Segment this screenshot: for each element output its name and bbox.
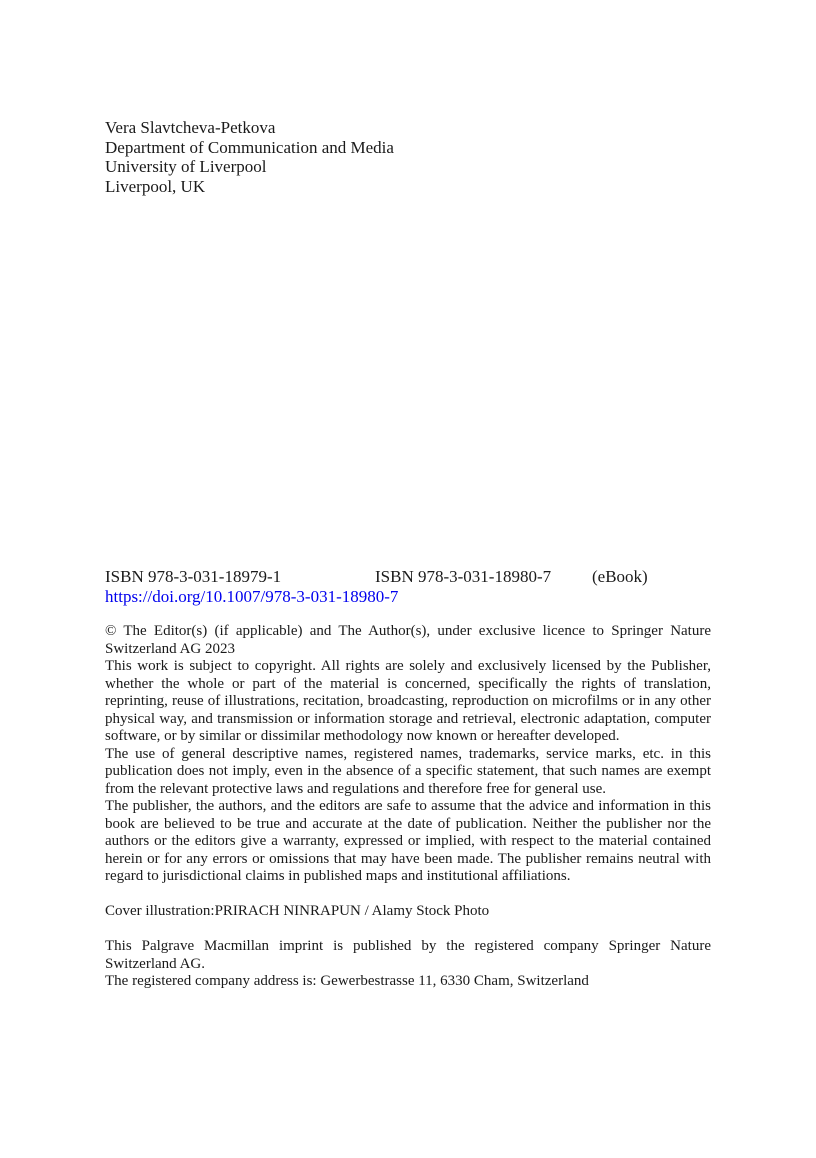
cover-credit: Cover illustration:PRIRACH NINRAPUN / Alamy Stock Photo <box>105 903 490 919</box>
copyright-statement: © The Editor(s) (if applicable) and The Author(s), under exclusive licence to Springer Nature Switzerland AG 2023 <box>105 623 711 657</box>
author-department: Department of Communication and Media <box>105 137 394 157</box>
author-name: Vera Slavtcheva-Petkova <box>105 118 276 137</box>
author-affiliation <box>105 118 394 196</box>
company-address: The registered company address is: Gewerbestrasse 11, 6330 Cham, Switzerland <box>105 973 589 989</box>
isbn-ebook: ISBN 978-3-031-18980-7 <box>375 567 552 586</box>
imprint-statement: This Palgrave Macmillan imprint is published by the registered company Springer Nature Switzerland AG. <box>105 938 711 972</box>
doi-link[interactable]: https://doi.org/10.1007/978-3-031-18980-7 <box>105 586 399 606</box>
author-university: University of Liverpool <box>105 157 267 177</box>
trademark-statement: The use of general descriptive names, registered names, trademarks, service marks, etc. in this publication does not imply, even in the absence of a specific statement, that such names are exempt from the relevant protective laws and regulations and therefore free for general use. <box>105 745 711 797</box>
spacer <box>105 921 711 939</box>
isbn-ebook-label: (eBook) <box>592 567 648 586</box>
author-location: Liverpool, UK <box>105 176 206 196</box>
legal-notice <box>105 623 711 991</box>
isbn-print: ISBN 978-3-031-18979-1 <box>105 567 282 586</box>
isbn-row <box>105 567 711 587</box>
disclaimer-statement: The publisher, the authors, and the editors are safe to assume that the advice and information in this book are believed to be true and accurate at the date of publication. Neither the publisher nor the authors or the editors give a warranty, expressed or implied, with respect to the material contained herein or for any errors or omissions that may have been made. The publisher remains neutral with regard to jurisdictional claims in published maps and institutional affiliations. <box>105 798 711 884</box>
rights-statement: This work is subject to copyright. All rights are solely and exclusively licensed by the Publisher, whether the whole or part of the material is concerned, specifically the rights of translation, reprinting, reuse of illustrations, recitation, broadcasting, reproduction on microfilms or in any other physical way, and transmission or information storage and retrieval, electronic adaptation, computer software, or by similar or dissimilar methodology now known or hereafter developed. <box>105 658 711 744</box>
isbn-block <box>105 567 711 606</box>
spacer <box>105 886 711 904</box>
